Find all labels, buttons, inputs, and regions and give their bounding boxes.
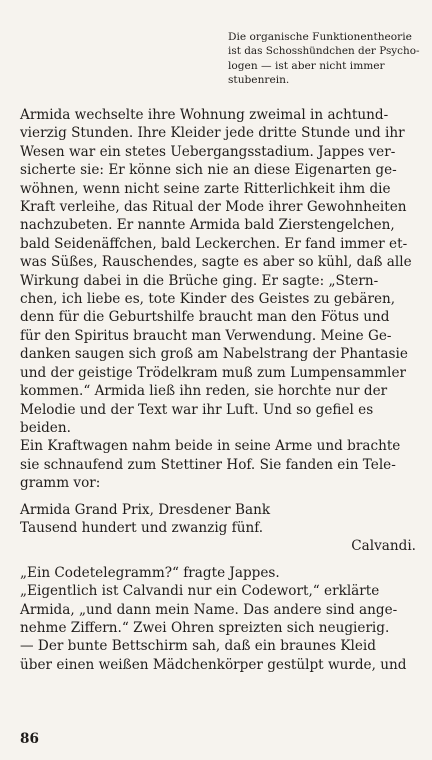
page-number: 86 xyxy=(20,731,39,747)
text-line: gramm vor: xyxy=(20,475,101,492)
text-line: nehme Ziffern.“ Zwei Ohren spreizten sich neugierig. xyxy=(20,619,390,636)
text-line: danken saugen sich groß am Nabelstrang der Phantasie xyxy=(20,346,408,363)
text-line: beiden. xyxy=(20,419,71,436)
text-line: „Eigentlich ist Calvandi nur ein Codewort,“ erklärte xyxy=(20,583,380,600)
text-line: — Der bunte Bettschirm sah, daß ein braunes Kleid xyxy=(20,638,376,655)
telegram-signature: Calvandi. xyxy=(351,538,416,555)
spacer xyxy=(20,493,416,501)
text-line: über einen weißen Mädchenkörper gestülpt wurde, und xyxy=(20,656,407,673)
text-line: nachzubeten. Er nannte Armida bald Zierstengelchen, xyxy=(20,217,395,234)
epigraph-line: Die organische Funktionentheorie xyxy=(228,31,412,43)
text-line: Kraft verleihe, das Ritual der Mode ihrer Gewohnheiten xyxy=(20,199,407,216)
text-line: denn für die Geburtshilfe braucht man den Fötus und xyxy=(20,309,390,326)
text-line: und der geistige Trödelkram muß zum Lumpensammler xyxy=(20,364,407,381)
paragraph xyxy=(20,582,416,674)
body-text xyxy=(20,106,416,674)
text-line: kommen.“ Armida ließ ihn reden, sie horchte nur der xyxy=(20,383,388,400)
text-line: Ein Kraftwagen nahm beide in seine Arme und brachte xyxy=(20,438,401,455)
text-line: vierzig Stunden. Ihre Kleider jede dritte Stunde und ihr xyxy=(20,125,405,142)
epigraph-line: logen — ist aber nicht immer xyxy=(228,59,385,72)
spacer xyxy=(20,556,416,564)
paragraph xyxy=(20,437,416,492)
text-line: für den Spiritus braucht man Verwendung. Meine Ge- xyxy=(20,327,392,344)
text-line: Wesen war ein stetes Uebergangsstadium. Jappes ver- xyxy=(20,143,396,160)
dialogue-line: „Ein Codetelegramm?“ fragte Jappes. xyxy=(20,564,280,581)
text-line: wöhnen, wenn nicht seine zarte Ritterlichkeit ihm die xyxy=(20,180,391,197)
epigraph-line: ist das Schosshündchen der Psycho- xyxy=(228,45,420,58)
text-line: Wirkung dabei in die Brüche ging. Er sagte: „Stern- xyxy=(20,272,379,289)
epigraph-line: stubenrein. xyxy=(228,74,290,87)
text-line: sie schnaufend zum Stettiner Hof. Sie fanden ein Tele- xyxy=(20,456,396,473)
telegram-line: Tausend hundert und zwanzig fünf. xyxy=(20,519,264,536)
text-line: chen, ich liebe es, tote Kinder des Geistes zu gebären, xyxy=(20,291,396,308)
epigraph xyxy=(228,30,420,88)
paragraph xyxy=(20,106,416,437)
text-line: was Süßes, Rauschendes, sagte es aber so kühl, daß alle xyxy=(20,254,412,271)
text-line: sicherte sie: Er könne sich nie an diese Eigenarten ge- xyxy=(20,162,397,179)
text-line: bald Seidenäffchen, bald Leckerchen. Er fand immer et- xyxy=(20,235,408,252)
telegram-line: Armida Grand Prix, Dresdener Bank xyxy=(20,501,271,518)
text-line: Armida wechselte ihre Wohnung zweimal in achtund- xyxy=(20,107,389,123)
text-line: Melodie und der Text war ihr Luft. Und so gefiel es xyxy=(20,401,374,418)
telegram xyxy=(20,501,416,556)
text-line: Armida, „und dann mein Name. Das andere sind ange- xyxy=(20,601,398,618)
